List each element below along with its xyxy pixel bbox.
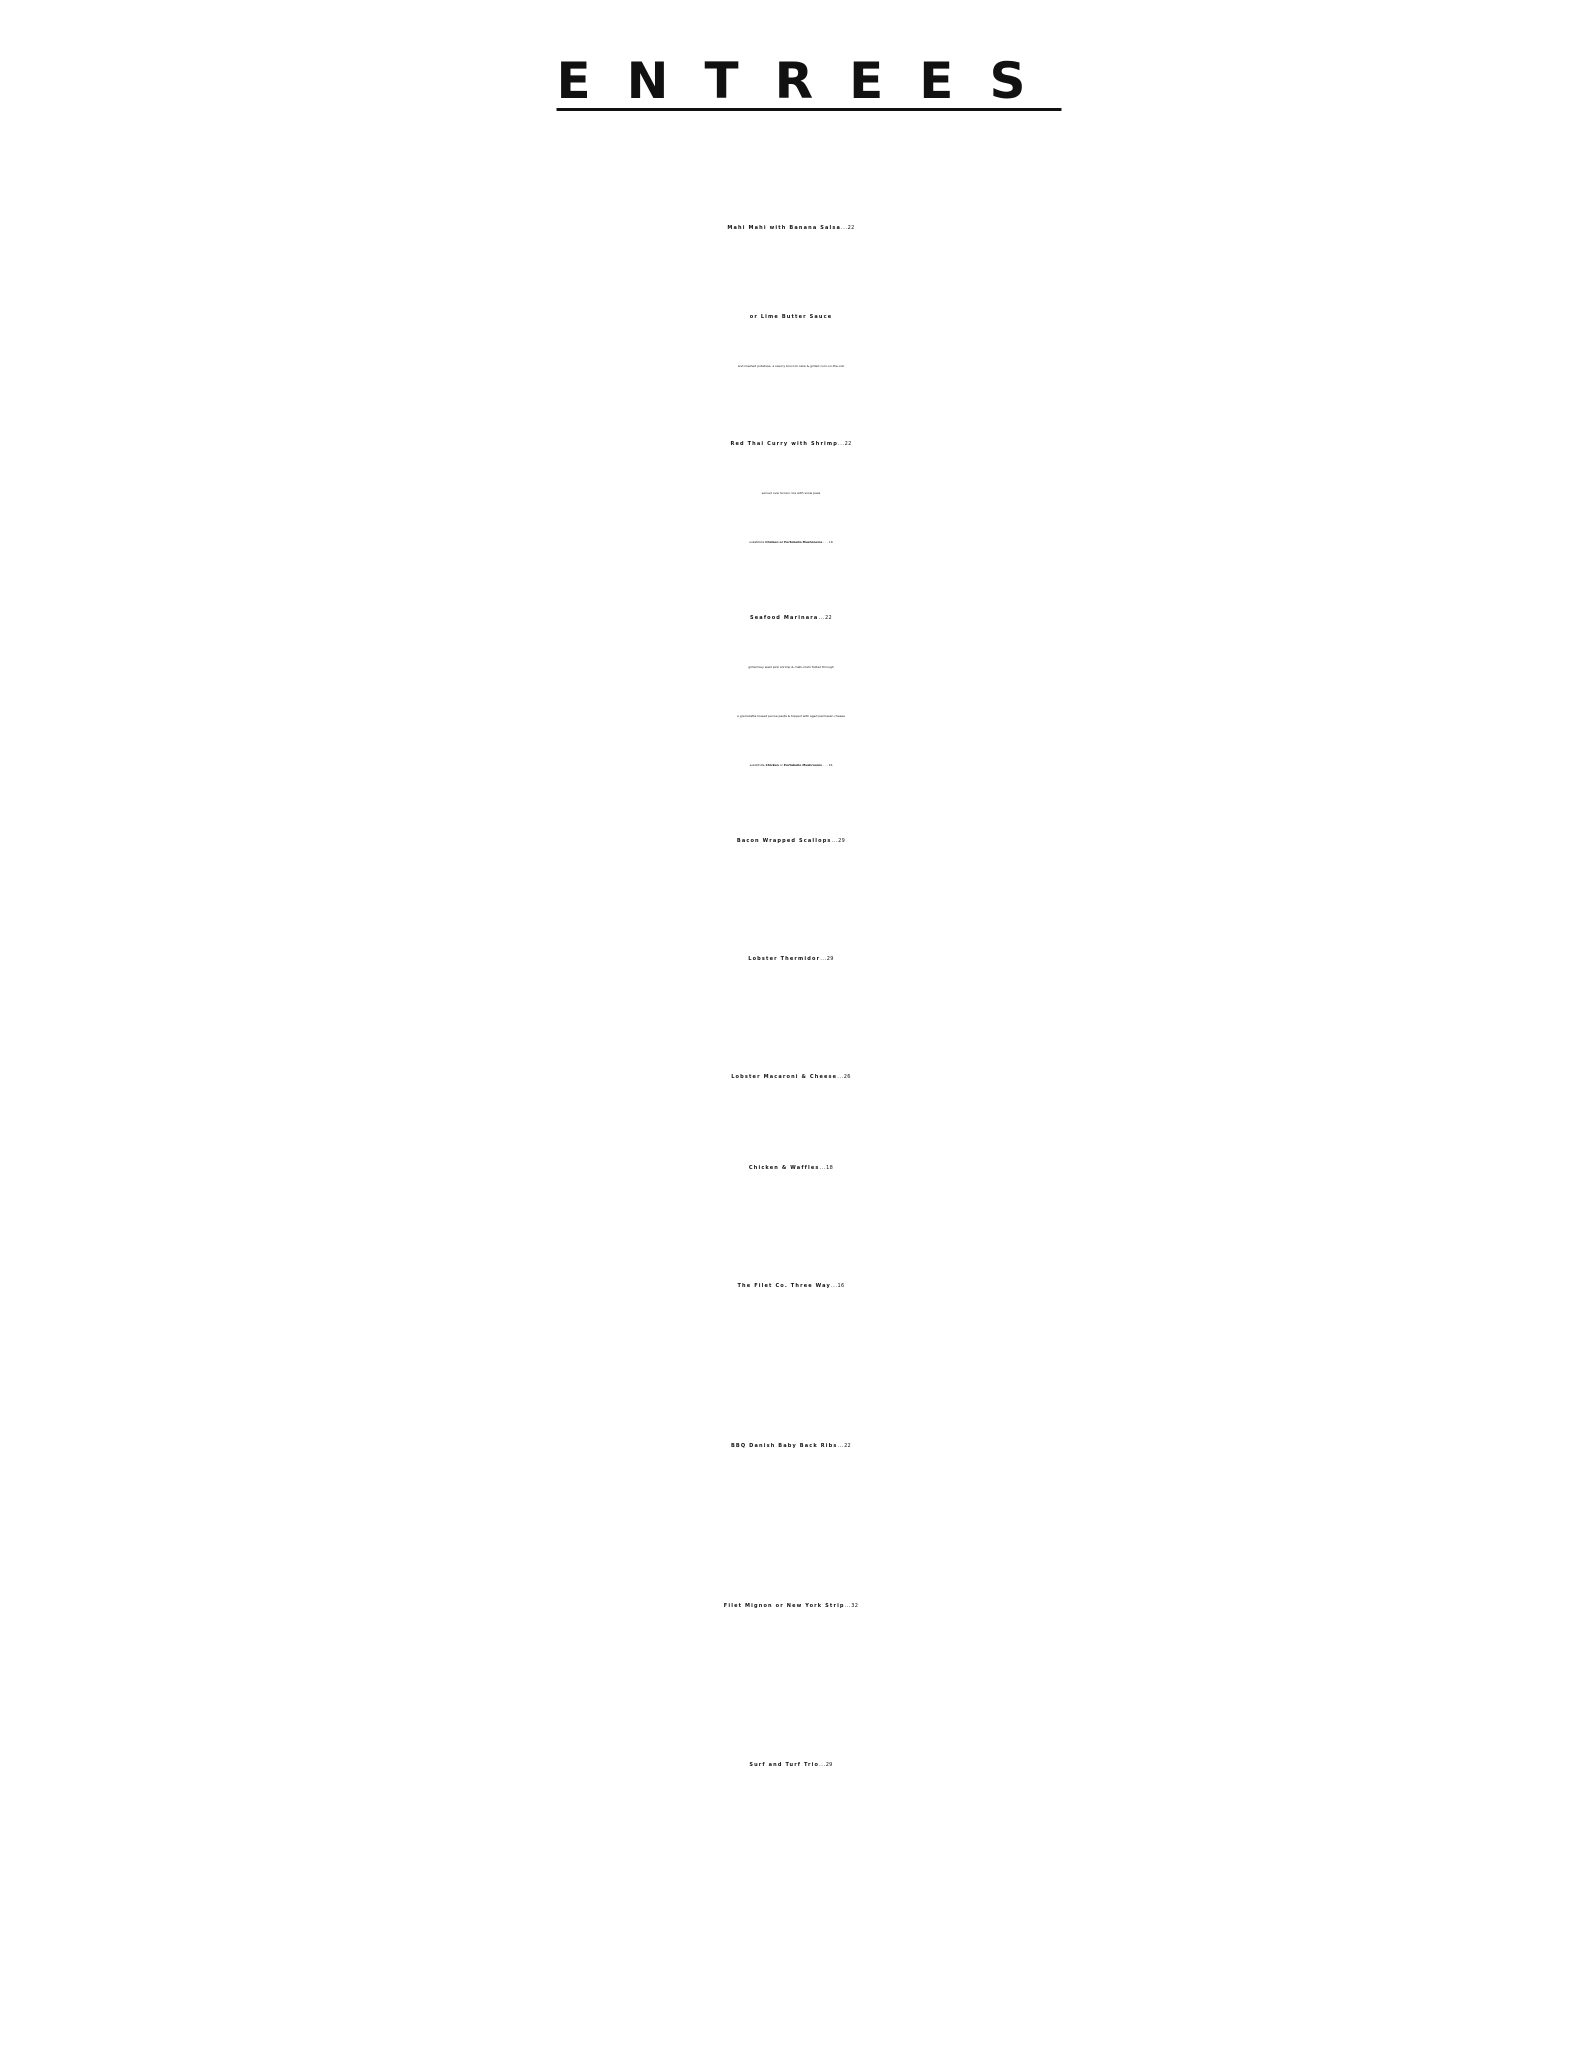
item-description <box>0 1104 1582 1142</box>
item-description <box>0 1792 1582 1830</box>
item-name: Chicken & Waffles <box>748 1165 820 1171</box>
item-description <box>0 986 1582 1024</box>
item-description <box>0 1473 1582 1511</box>
item-description <box>0 252 1582 290</box>
item-substitute: substitute Chicken or Portobello Mushrooms . . . 16 <box>749 540 833 544</box>
item-alt-heading: or Lime Butter Sauce <box>749 314 833 320</box>
menu-item-heading: Filet Mignon or New York Strip...32 <box>723 1603 859 1609</box>
substitute-option: Portabello Mushrooms <box>783 763 822 767</box>
item-price: 32 <box>851 1603 859 1609</box>
item-name: Surf and Turf Trio <box>749 1762 820 1768</box>
item-description <box>0 1514 1582 1552</box>
substitute-price: . . . 16 <box>821 763 833 767</box>
item-description <box>0 1833 1582 1871</box>
item-alt-description: and mashed potatoes, a savory broccoli cake & grilled corn-on-the-cob <box>737 364 845 368</box>
item-description: served over brown rice with snow peas <box>761 491 821 495</box>
page-title <box>0 46 1582 116</box>
menu-item-heading: Seafood Marinara...22 <box>750 615 832 621</box>
item-name: Lobster Macaroni & Cheese <box>731 1074 838 1080</box>
item-description <box>0 1313 1582 1351</box>
item-description: grilled key west pink shrimp & mahi-mahi folded through <box>748 665 834 669</box>
menu-item-heading: Chicken & Waffles...18 <box>748 1165 834 1171</box>
item-description <box>0 1354 1582 1392</box>
item-price: 29 <box>825 1762 833 1768</box>
item-description <box>0 868 1582 906</box>
substitute-options: Chicken or Portobello Mushrooms <box>765 540 823 544</box>
item-name: Bacon Wrapped Scallops <box>736 838 832 844</box>
item-name: Seafood Marinara <box>750 615 819 621</box>
item-price: 22 <box>847 225 855 231</box>
item-description: a gremolatta tossed penne pasta & topped with aged parmesan cheese <box>737 714 845 718</box>
item-substitute: substitute Chicken or Portabello Mushrooms . . . 16 <box>749 763 833 767</box>
item-name: Red Thai Curry with Shrimp <box>730 441 839 447</box>
item-name: Filet Mignon or New York Strip <box>723 1603 845 1609</box>
menu-item-heading: Lobster Macaroni & Cheese...26 <box>731 1074 851 1080</box>
menu-item-heading: Lobster Thermidor...29 <box>748 956 834 962</box>
menu-item-heading: The Filet Co. Three Way...16 <box>737 1283 845 1289</box>
item-description <box>0 1674 1582 1712</box>
item-price: 26 <box>843 1074 851 1080</box>
item-price: 29 <box>838 838 846 844</box>
page-title-text: ENTREES <box>556 52 1062 110</box>
item-name: Lobster Thermidor <box>748 956 821 962</box>
item-description <box>0 1195 1582 1233</box>
item-price: 22 <box>844 441 852 447</box>
item-name: BBQ Danish Baby Back Ribs <box>730 1443 838 1449</box>
item-name: Mahi Mahi with Banana Salsa <box>727 225 842 231</box>
item-description <box>0 1633 1582 1671</box>
substitute-price: . . . 16 <box>822 540 833 544</box>
item-price: 16 <box>837 1283 845 1289</box>
item-price: 22 <box>825 615 832 621</box>
menu-item-heading: Red Thai Curry with Shrimp...22 <box>730 441 852 447</box>
item-price: 18 <box>826 1165 834 1171</box>
menu-item-heading: Mahi Mahi with Banana Salsa...22 <box>727 225 855 231</box>
menu-item-heading: Bacon Wrapped Scallops...29 <box>736 838 846 844</box>
substitute-option: Chicken <box>765 763 779 767</box>
menu-item-heading: BBQ Danish Baby Back Ribs...22 <box>730 1443 852 1449</box>
menu-item-heading: Surf and Turf Trio...29 <box>749 1762 833 1768</box>
item-price: 22 <box>844 1443 852 1449</box>
item-name: The Filet Co. Three Way <box>737 1283 831 1289</box>
item-price: 29 <box>826 956 834 962</box>
